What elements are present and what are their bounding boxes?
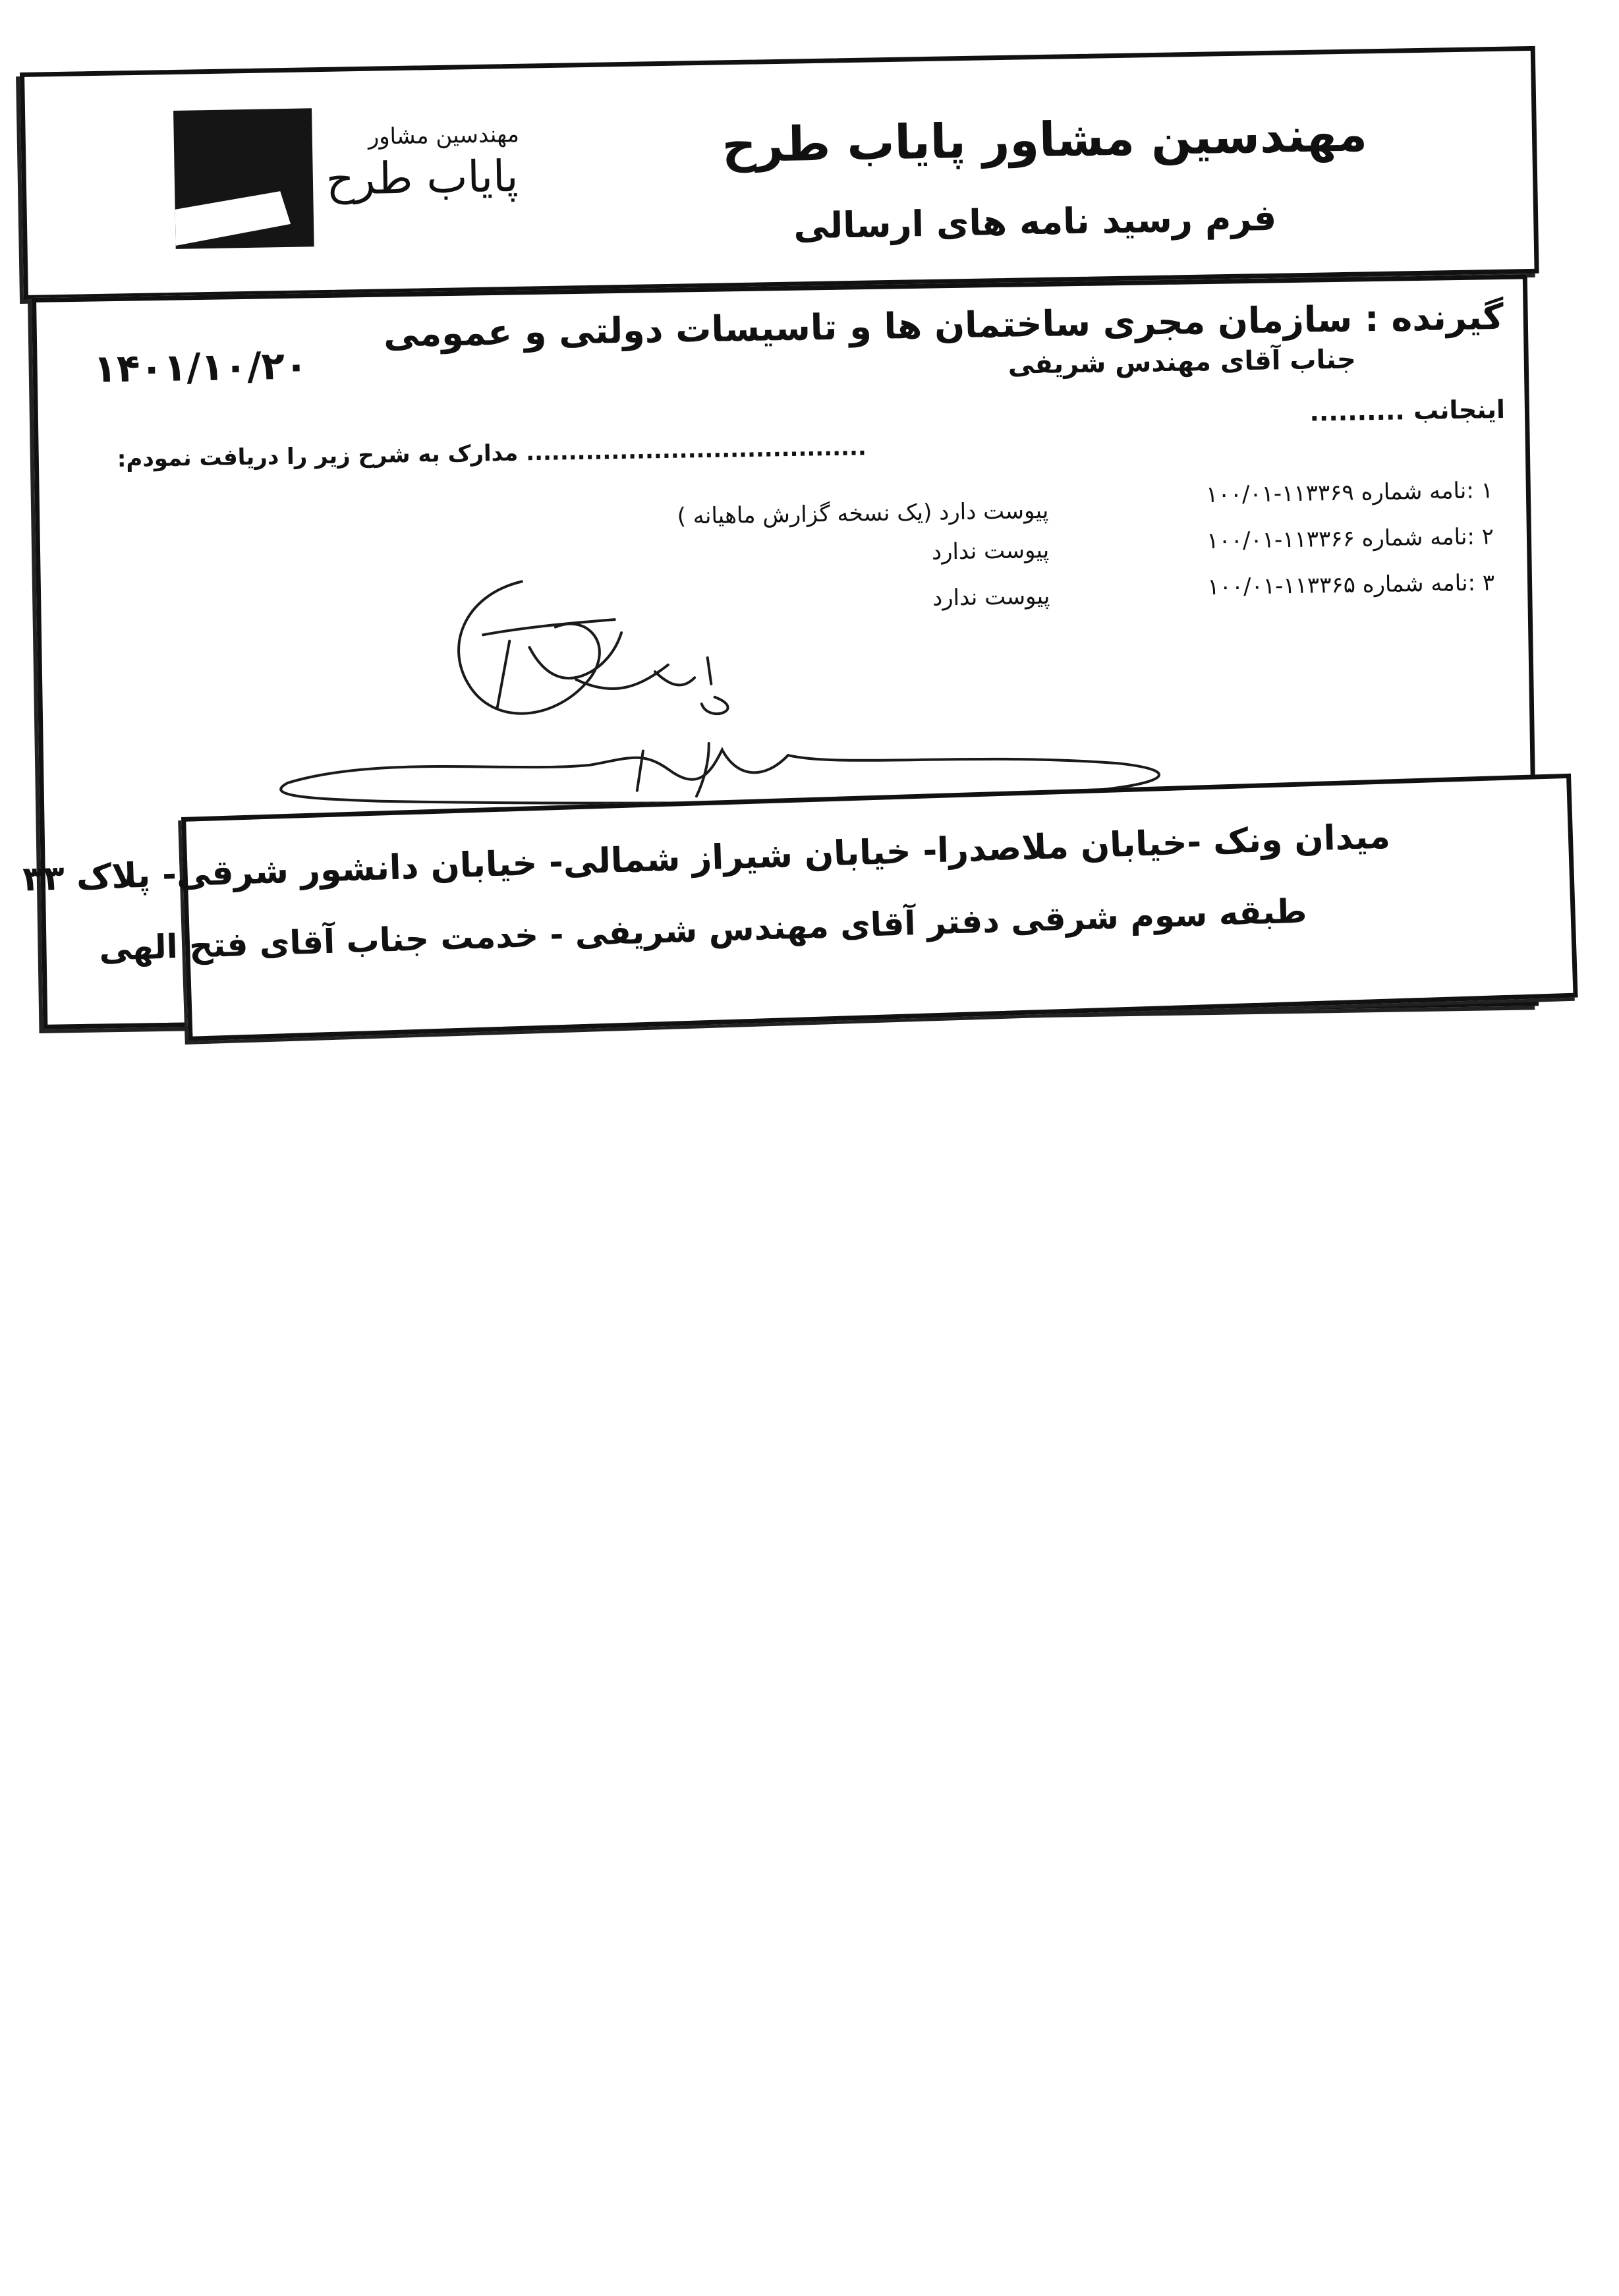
- item-3-number: ۳ :نامه شماره ۱۱۳۳۶۵-۱۰۰/۰۱: [1207, 569, 1495, 601]
- item-1-attachment: پیوست دارد (یک نسخه گزارش ماهیانه ): [677, 497, 1049, 530]
- form-title: فرم رسید نامه های ارسالی: [793, 196, 1277, 247]
- logo-text-main: پایاب طرح: [326, 150, 519, 205]
- undersigned-line: اینجانب ..........: [1309, 394, 1506, 427]
- receipt-statement: ........................................ مدارک به شرح زیر را دریافت نمودم:: [117, 434, 867, 473]
- recipient-line: گیرنده : سازمان مجری ساختمان ها و تاسیسات دولتی و عمومی: [383, 295, 1504, 355]
- item-2-attachment: پیوست ندارد: [931, 536, 1050, 565]
- company-name: مهندسین مشاور پایاب طرح: [721, 106, 1368, 173]
- header-box: [20, 46, 1539, 300]
- salutation: جناب آقای مهندس شریفی: [1008, 344, 1357, 380]
- letter-date: ۱۴۰۱/۱۰/۲۰: [93, 343, 308, 391]
- logo-mark: [173, 108, 314, 249]
- item-1-number: ۱ :نامه شماره ۱۱۳۳۶۹-۱۰۰/۰۱: [1205, 477, 1494, 509]
- logo-text-top: مهندسین مشاور: [368, 121, 520, 150]
- logo-slash-icon: [173, 108, 314, 249]
- address-line-1: میدان ونک -خیابان ملاصدرا- خیابان شیراز شمالی- خیابان دانشور شرقی- پلاک ۳۳: [22, 817, 1391, 900]
- address-box: [22, 774, 1578, 1041]
- address-line-2: طبقه سوم شرقی دفتر آقای مهندس شریفی - خدمت جناب آقای فتح الهی: [98, 892, 1308, 969]
- item-3-attachment: پیوست ندارد: [932, 583, 1050, 612]
- item-2-number: ۲ :نامه شماره ۱۱۳۳۶۶-۱۰۰/۰۱: [1206, 523, 1494, 555]
